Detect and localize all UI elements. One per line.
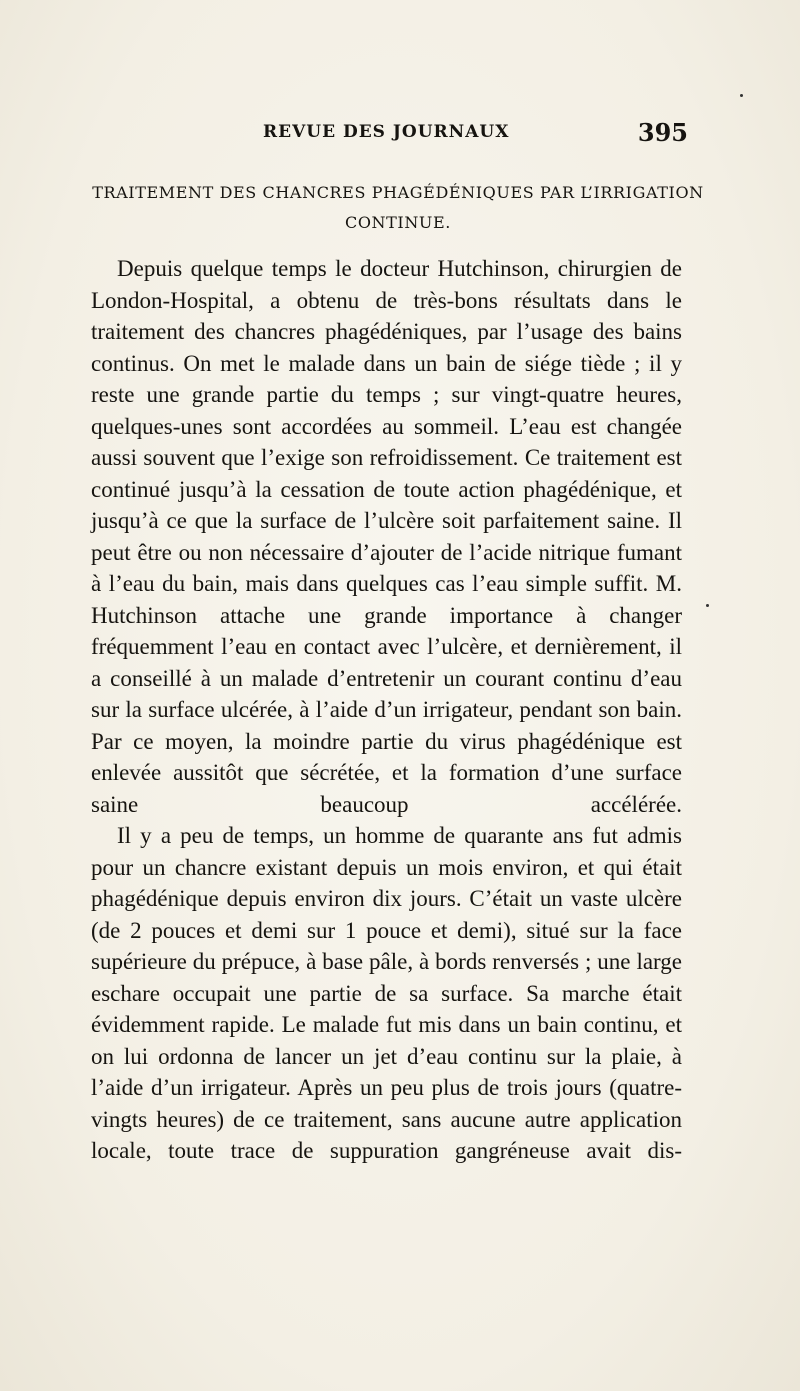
- page-number: 395: [637, 118, 688, 147]
- paper-speck: [706, 604, 709, 607]
- paragraph: Il y a peu de temps, un homme de quarante ans fut admis pour un chancre existant depuis un mois environ, et qui était phagédénique depuis environ dix jours. C’était un vaste ulcère (de 2 pouces et demi sur 1 pouce et demi), situé sur la face supérieure du prépuce, à base pâle, à bords renversés ; une large eschare occupait une partie de sa surface. Sa marche était évidemment rapide. Le malade fut mis dans un bain continu, et on lui ordonna de lancer un jet d’eau continu sur la plaie, à l’aide d’un irrigateur. Après un peu plus de trois jours (quatre-vingts heures) de ce traitement, sans aucune autre application locale, toute trace de suppuration gangréneuse avait dis-: [91, 823, 682, 1163]
- paper-speck: [740, 94, 743, 97]
- paragraph: Depuis quelque temps le docteur Hutchinson, chirurgien de London-Hospital, a obtenu de très-bons résultats dans le traitement des chancres phagédéniques, par l’usage des bains continus. On met le malade dans un bain de siége tiède ; il y reste une grande partie du temps ; sur vingt-quatre heures, quelques-unes sont accordées au sommeil. L’eau est changée aussi souvent que l’exige son refroidissement. Ce traitement est continué jusqu’à la cessation de toute action phagédénique, et jusqu’à ce que la surface de l’ulcère soit parfaitement saine. Il peut être ou non nécessaire d’ajouter de l’acide nitrique fumant à l’eau du bain, mais dans quelques cas l’eau simple suffit. M. Hutchinson attache une grande importance à changer fréquemment l’eau en contact avec l’ulcère, et dernièrement, il a conseillé à un malade d’entretenir un courant continu d’eau sur la surface ulcérée, à l’aide d’un irrigateur, pendant son bain. Par ce moyen, la moindre partie du virus phagédénique est enlevée aussitôt que sécrétée, et la formation d’une surface saine beaucoup accélérée.: [91, 256, 682, 817]
- page-header: [88, 118, 688, 148]
- article-body: [91, 253, 682, 1167]
- article-title: TRAITEMENT DES CHANCRES PHAGÉDÉNIQUES PAR L’IRRIGATION CONTINUE.: [92, 183, 704, 232]
- running-head: REVUE DES JOURNAUX: [263, 122, 510, 142]
